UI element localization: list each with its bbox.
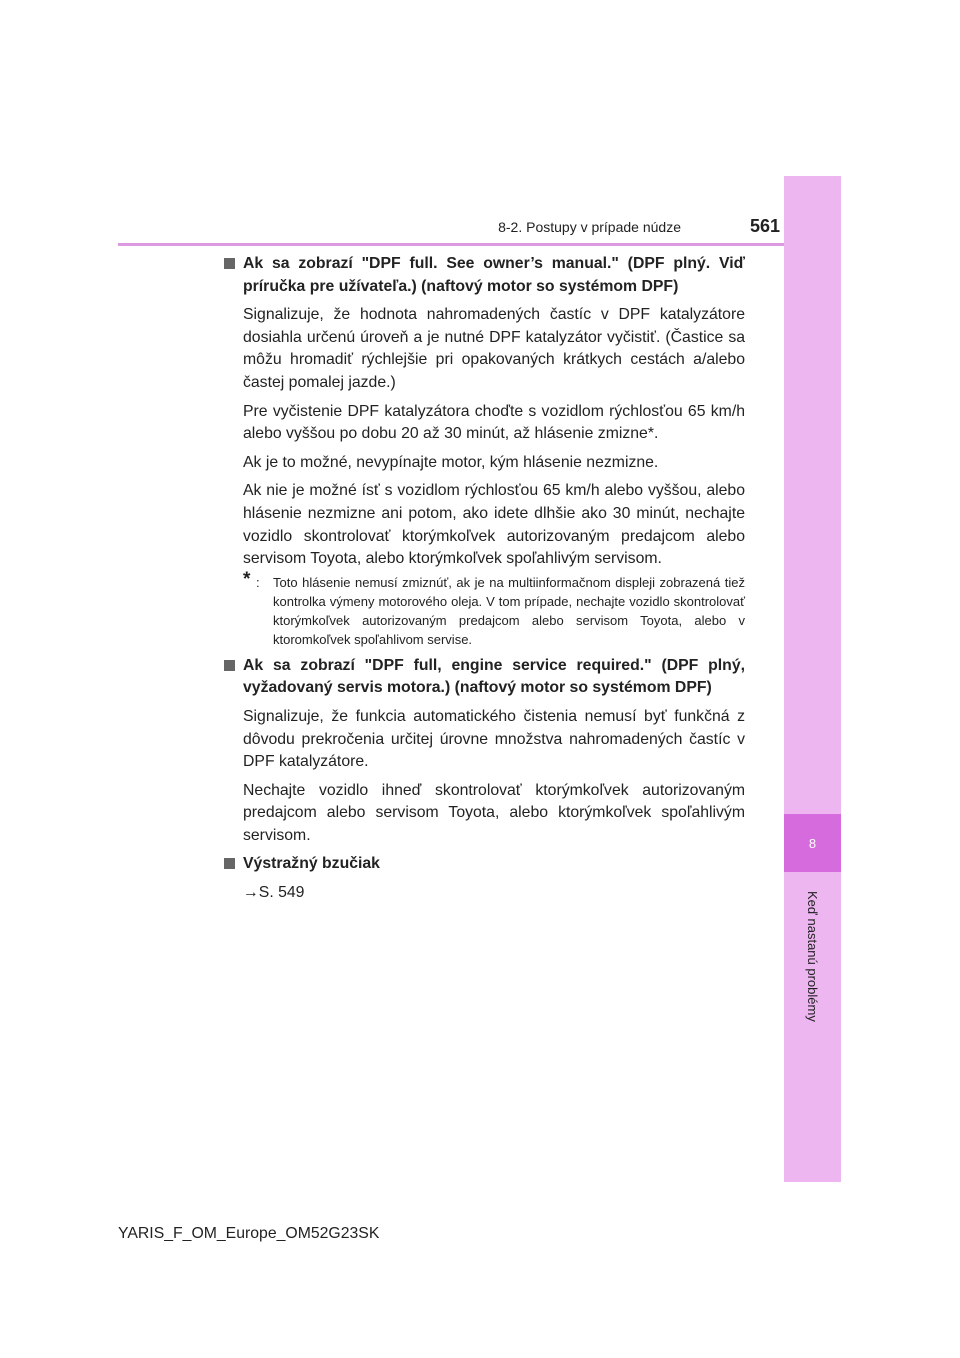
square-bullet-icon — [224, 858, 235, 869]
page-content — [223, 253, 745, 905]
section-heading-text: Ak sa zobrazí "DPF full, engine service required." (DPF plný, vyžadovaný servis motora.) (naftový motor so systémom DPF) — [243, 656, 745, 697]
paragraph: Signalizuje, že hodnota nahromadených častíc v DPF katalyzátore dosiahla určenú úroveň a je nutné DPF katalyzátor vyčistiť. (Častice sa môžu hromadiť rýchlejšie pri opakovaných krátkych cestách a/alebo častej pomalej jazde.) — [243, 306, 745, 391]
paragraph: Nechajte vozidlo ihneď skontrolovať ktorýmkoľvek autorizovaným predajcom alebo servisom Toyota, alebo ktorýmkoľvek spoľahlivým servisom. — [243, 781, 745, 844]
section-heading-dpf-service — [223, 655, 745, 700]
square-bullet-icon — [224, 660, 235, 671]
header-divider — [118, 243, 784, 246]
section-heading-text: Výstražný bzučiak — [243, 855, 380, 873]
header-section-title: 8-2. Postupy v prípade núdze — [498, 219, 681, 235]
chapter-title: Keď nastanú problémy — [805, 890, 820, 1022]
footnote-asterisk: * — [243, 568, 251, 590]
section-heading-dpf-full — [223, 253, 745, 298]
section-heading-buzzer — [223, 853, 745, 876]
chapter-number: 8 — [808, 835, 817, 851]
footer-document-code: YARIS_F_OM_Europe_OM52G23SK — [118, 1225, 380, 1242]
page-number: 561 — [749, 216, 780, 236]
paragraph: Signalizuje, že funkcia automatického čistenia nemusí byť funkčná z dôvodu prekročenia určitej úrovne množstva nahromadených častíc v DPF katalyzátore. — [243, 707, 745, 771]
paragraph: Ak nie je možné ísť s vozidlom rýchlosťou 65 km/h alebo vyššou, alebo hlásenie nezmizne ani potom, ako idete dlhšie ako 30 minút, nechajte vozidlo skontrolovať ktorýmkoľvek autorizovaným predajcom alebo servisom Toyota, alebo ktorýmkoľvek spoľahlivým servisom. — [243, 482, 745, 568]
chapter-number-box — [784, 814, 841, 872]
footnote-text: Toto hlásenie nemusí zmiznúť, ak je na multiinformačnom displeji zobrazená tiež kontrolka výmeny motorového oleja. V tom prípade, nechajte vozidlo skontrolovať ktorýmkoľvek autorizovaným predajcom alebo servisom Toyota, alebo v ktoromkoľvek spoľahlivom servise. — [273, 574, 745, 647]
footnote-colon: : — [256, 574, 260, 590]
paragraph: Ak je to možné, nevypínajte motor, kým hlásenie nezmizne. — [243, 453, 659, 471]
chapter-title-container — [784, 876, 841, 1036]
page-reference-link[interactable]: →S. 549 — [243, 884, 305, 902]
section-heading-text: Ak sa zobrazí "DPF full. See owner’s manual." (DPF plný. Viď príručka pre užívateľa.) (naftový motor so systémom DPF) — [243, 255, 745, 295]
footnote — [243, 568, 745, 649]
square-bullet-icon — [224, 258, 235, 269]
paragraph: Pre vyčistenie DPF katalyzátora choďte s vozidlom rýchlosťou 65 km/h alebo vyššou po dobu 20 až 30 minút, až hlásenie zmizne*. — [243, 402, 745, 443]
